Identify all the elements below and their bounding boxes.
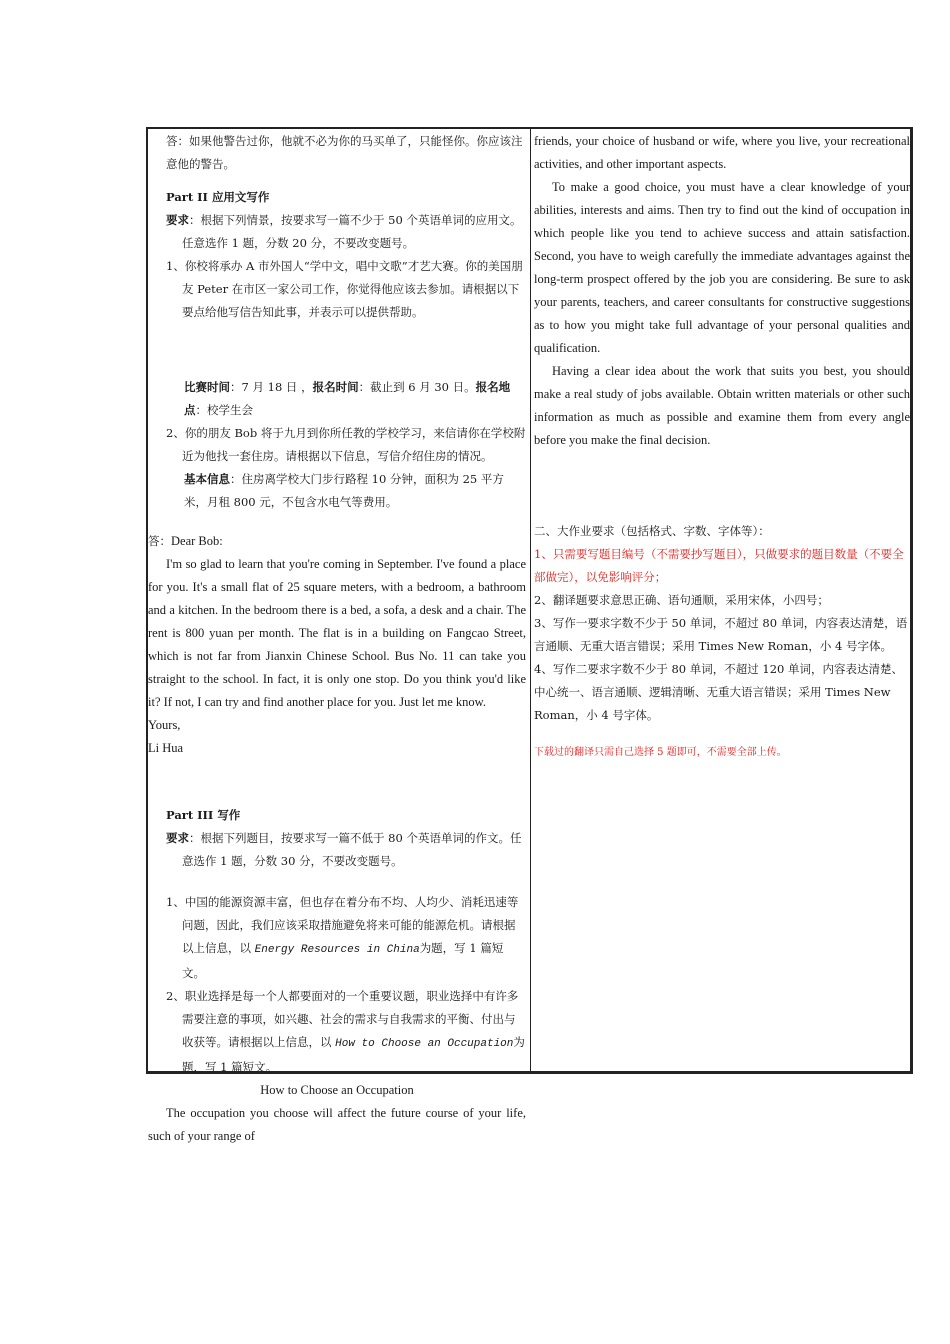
part2-item2: 2、你的朋友 Bob 将于九月到你所任教的学校学习，来信请你在学校附近为他找一套住房。请根据以下信息，写信介绍住房的情况。 xyxy=(166,426,526,463)
item2-title: How to Choose an Occupation xyxy=(335,1038,514,1050)
info-label-place: 报名地点 xyxy=(184,380,511,417)
info-label-signup: 报名时间 xyxy=(312,380,359,394)
assignment-req-2: 2、翻译题要求意思正确、语句通顺，采用宋体，小四号； xyxy=(534,593,829,607)
part2-title xyxy=(148,186,526,209)
column-divider xyxy=(530,127,531,1074)
part3-item1 xyxy=(148,891,526,985)
part2-title-en: Part II xyxy=(166,190,212,204)
part3-title-cn: 写作 xyxy=(217,808,241,822)
part2-item1: 1、你校将承办 A 市外国人“学中文，唱中文歌”才艺大赛。你的美国朋友 Peter 在市区一家公司工作，你觉得他应该去参加。请根据以下要点给他写信告知此事，并表示可以提供帮助。 xyxy=(166,259,523,319)
info-value-place: ：校学生会 xyxy=(195,403,253,417)
letter-closing: Yours, xyxy=(148,718,181,732)
info-value-signup: ：截止到 6 月 30 日。 xyxy=(358,380,476,394)
info-label-time: 比赛时间 xyxy=(184,380,230,394)
letter-signature: Li Hua xyxy=(148,741,184,755)
essay-start: The occupation you choose will affect the future course of your life, such of your range of xyxy=(148,1106,526,1143)
part3-item2 xyxy=(148,985,526,1079)
essay-paragraph-2: To make a good choice, you must have a clear knowledge of your abilities, interests and aims. Then try to find out the kind of occupation in which people like you tend to achieve success and attain satisfaction. Second, you have to weigh carefully the immediate advantages against the long-term prospect offered by the job you are considering. Be sure to ask your parents, teachers, and career consultants for constructive suggestions as to how you might take full advantage of your personal qualities and qualification. xyxy=(534,180,910,355)
item1-text-b: 为题，写 1 篇短文。 xyxy=(182,941,504,980)
part3-requirement xyxy=(148,827,526,873)
essay-continuation: friends, your choice of husband or wife, where you live, your recreational activities, and other important aspects. xyxy=(534,134,910,171)
upload-note: 下载过的翻译只需自己选择 5 题即可，不需要全部上传。 xyxy=(534,747,787,758)
part2-req-label: 要求 xyxy=(166,213,189,227)
greeting-text: Dear Bob: xyxy=(171,534,223,548)
essay-paragraph-3: Having a clear idea about the work that suits you best, you should make a real study of jobs available. Obtain written materials or other such information as much as possible and examine them from every angle before you make the final decision. xyxy=(534,364,910,447)
letter-body: I'm so glad to learn that you're coming in September. I've found a place for you. It's a small flat of 25 square meters, with a bedroom, a bathroom and a kitchen. In the bedroom there is a bed, a sofa, a desk and a chair. The rent is 800 yuan per month. The flat is in a building on Fangcao Street, which is not far from Jianxin Chinese School. Bus No. 11 can take you straight to the school. In fact, it is only one stop. Do you think you'd like it? If not, I can try and find another place for you. Just let me know. xyxy=(148,557,526,709)
part3-title xyxy=(148,804,526,827)
item1-title: Energy Resources in China xyxy=(254,944,420,956)
item2-text-a: 2、职业选择是每一个人都要面对的一个重要议题，职业选择中有许多需要注意的事项，如兴趣、社会的需求与自我需求的平衡、付出与收获等。请根据以上信息，以 xyxy=(166,989,519,1049)
assignment-req-1: 1、只需要写题目编号（不需要抄写题目），只做要求的题目数量（不要全部做完），以免影响评分； xyxy=(534,547,904,584)
left-column xyxy=(148,130,526,1148)
letter-greeting xyxy=(148,530,526,553)
answer-prefix: 答： xyxy=(148,534,171,548)
right-column xyxy=(534,130,910,764)
item2-text-b: 为题，写 1 篇短文。 xyxy=(182,1035,525,1074)
assignment-req-4: 4、写作二要求字数不少于 80 单词，不超过 120 单词，内容表达清楚、中心统一、语言通顺、逻辑清晰、无重大语言错误；采用 Times New Roman，小 4 号字体。 xyxy=(534,662,904,722)
basic-info-label: 基本信息 xyxy=(184,472,230,486)
contest-info xyxy=(148,376,526,422)
part3-title-en: Part III xyxy=(166,808,218,822)
answer-text: 答：如果他警告过你，他就不必为你的马买单了，只能怪你。你应该注意他的警告。 xyxy=(166,134,523,171)
part3-req-text: ：根据下列题目，按要求写一篇不低于 80 个英语单词的作文。任意选作 1 题，分数 30 分，不要改变题号。 xyxy=(182,831,522,868)
assignment-req-3: 3、写作一要求字数不少于 50 单词，不超过 80 单词，内容表达清楚，语言通顺、无重大语言错误；采用 Times New Roman，小 4 号字体。 xyxy=(534,616,908,653)
housing-info xyxy=(148,468,526,514)
item1-text-a: 1、中国的能源资源丰富，但也存在着分布不均、人均少、消耗迅速等问题，因此，我们应该采取措施避免将来可能的能源危机。请根据以上信息，以 xyxy=(166,895,519,955)
basic-info-text: ：住房离学校大门步行路程 10 分钟，面积为 25 平方米，月租 800 元，不包含水电气等费用。 xyxy=(184,472,504,509)
essay-title: How to Choose an Occupation xyxy=(260,1083,414,1097)
part2-requirement xyxy=(148,209,526,255)
part3-req-label: 要求 xyxy=(166,831,189,845)
part2-req-text: ：根据下列情景，按要求写一篇不少于 50 个英语单词的应用文。任意选作 1 题，分数 20 分，不要改变题号。 xyxy=(182,213,522,250)
info-value-time: ：7 月 18 日 ， xyxy=(230,380,313,394)
part2-title-cn: 应用文写作 xyxy=(211,190,270,204)
assignment-req-title: 二、大作业要求（包括格式、字数、字体等）： xyxy=(534,524,770,538)
